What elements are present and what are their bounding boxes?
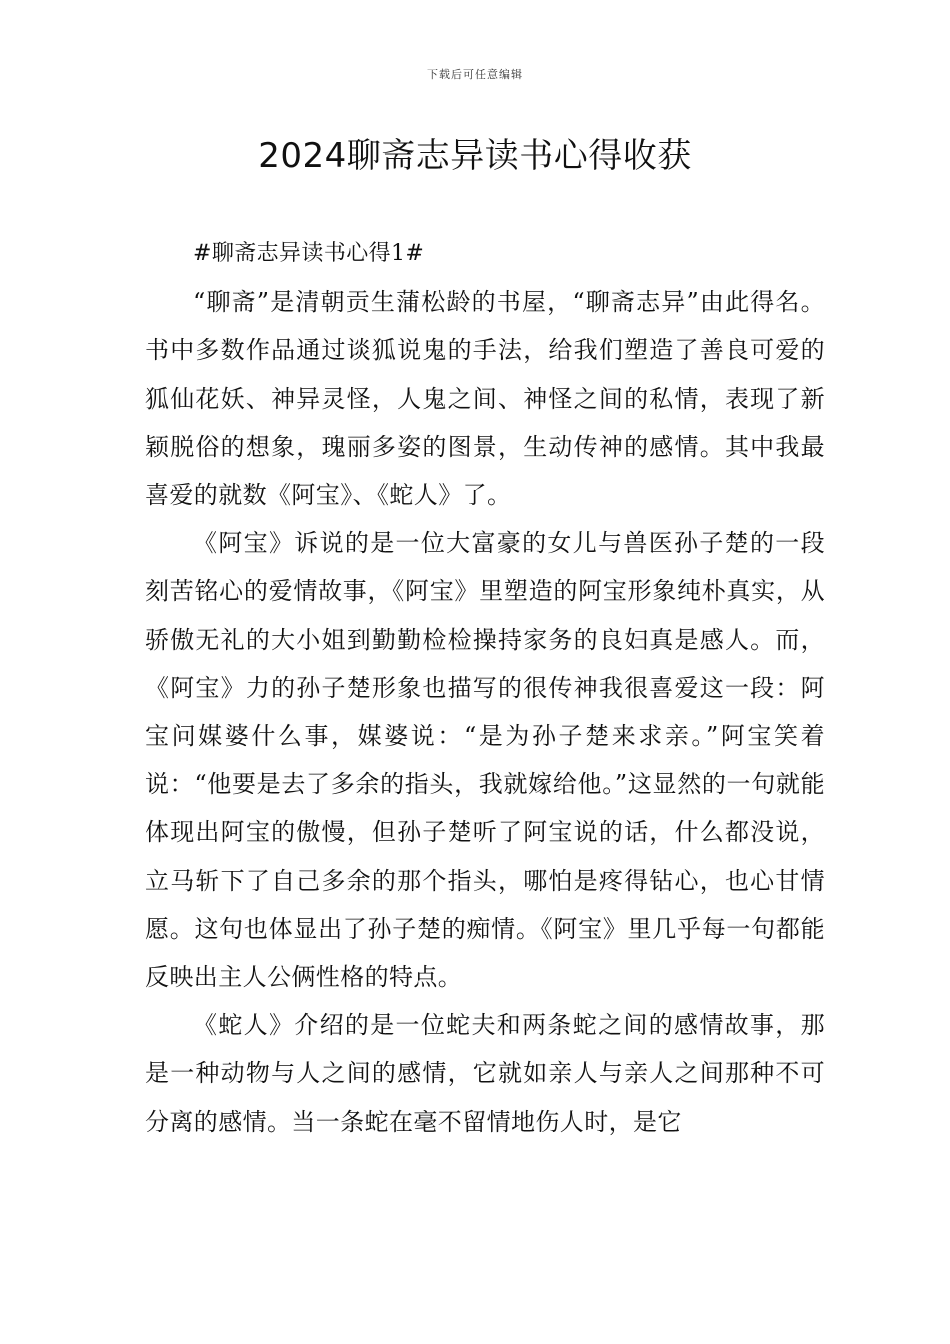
document-body [145, 230, 825, 1146]
paragraph: 《蛇人》介绍的是一位蛇夫和两条蛇之间的感情故事，那是一种动物与人之间的感情，它就如亲人与亲人之间那种不可分离的感情。当一条蛇在毫不留情地伤人时，是它 [145, 1011, 825, 1136]
header-note: 下载后可任意编辑 [427, 68, 523, 81]
paragraph: “聊斋”是清朝贡生蒲松龄的书屋，“聊斋志异”由此得名。书中多数作品通过谈狐说鬼的手法，给我们塑造了善良可爱的狐仙花妖、神异灵怪，人鬼之间、神怪之间的私情，表现了新颖脱俗的想象，瑰丽多姿的图景，生动传神的感情。其中我最喜爱的就数《阿宝》、《蛇人》了。 [145, 288, 825, 510]
document-title: 2024聊斋志异读书心得收获 [258, 136, 692, 176]
section-heading: #聊斋志异读书心得1# [193, 241, 425, 266]
paragraph: 《阿宝》诉说的是一位大富豪的女儿与兽医孙子楚的一段刻苦铭心的爱情故事，《阿宝》里塑造的阿宝形象纯朴真实，从骄傲无礼的大小姐到勤勤检检操持家务的良妇真是感人。而，《阿宝》力的孙子楚形象也描写的很传神我很喜爱这一段：阿宝问媒婆什么事，媒婆说：“是为孙子楚来求亲。”阿宝笑着说：“他要是去了多余的指头，我就嫁给他。”这显然的一句就能体现出阿宝的傲慢，但孙子楚听了阿宝说的话，什么都没说，立马斩下了自己多余的那个指头，哪怕是疼得钻心，也心甘情愿。这句也体显出了孙子楚的痴情。《阿宝》里几乎每一句都能反映出主人公俩性格的特点。 [145, 529, 825, 992]
